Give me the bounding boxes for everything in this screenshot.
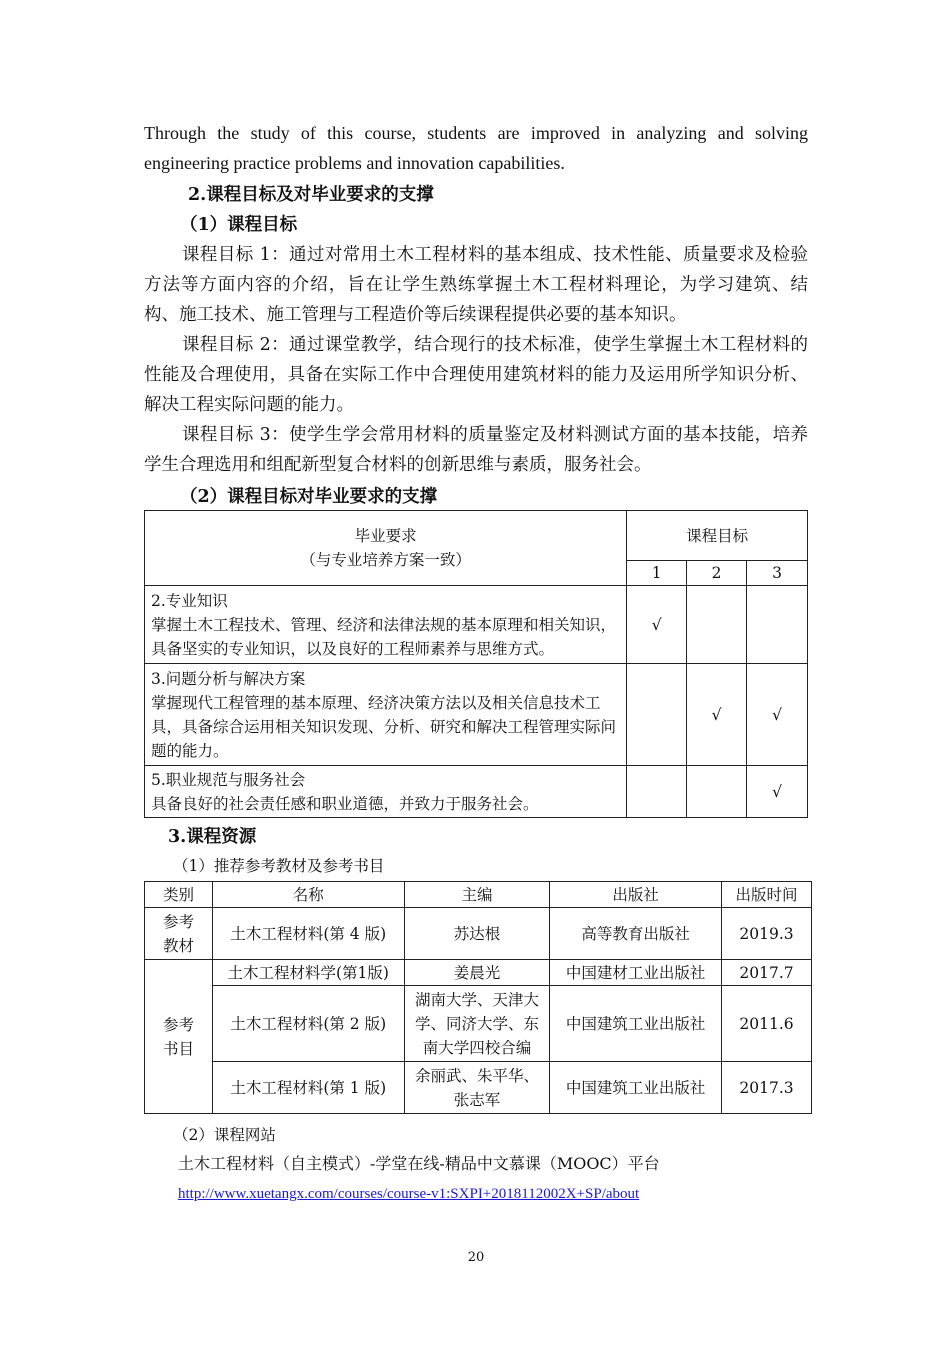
check-mark xyxy=(627,766,687,818)
check-mark xyxy=(687,766,747,818)
req-row-professional-knowledge xyxy=(145,586,627,664)
book-name: 土木工程材料(第 2 版) xyxy=(212,986,404,1062)
book-year: 2011.6 xyxy=(722,986,812,1062)
book-name: 土木工程材料学(第1版) xyxy=(212,960,404,986)
book-editor: 姜晨光 xyxy=(404,960,550,986)
book-editor: 苏达根 xyxy=(404,908,550,960)
course-goals-subtitle: （1）课程目标 xyxy=(180,215,298,235)
book-publisher: 中国建材工业出版社 xyxy=(550,960,722,986)
req-row-professional-ethics xyxy=(145,766,627,818)
goal-num-3: 3 xyxy=(747,561,808,586)
req-row-desc: 具备良好的社会责任感和职业道德，并致力于服务社会。 xyxy=(151,794,539,813)
books-header-year: 出版时间 xyxy=(722,882,812,908)
book-publisher: 高等教育出版社 xyxy=(550,908,722,960)
book-name: 土木工程材料(第 1 版) xyxy=(212,1062,404,1114)
req-header-line1: 毕业要求 xyxy=(354,527,417,545)
check-mark: √ xyxy=(627,586,687,664)
check-mark: √ xyxy=(687,664,747,766)
books-header-category: 类别 xyxy=(145,882,213,908)
goal-num-2: 2 xyxy=(687,561,747,586)
books-caption: （1）推荐参考教材及参考书目 xyxy=(173,857,385,875)
category-textbook: 参考 教材 xyxy=(145,908,213,960)
req-row-desc: 掌握现代工程管理的基本原理、经济决策方法以及相关信息技术工具，具备综合运用相关知识发现、分析、研究和解决工程管理实际问题的能力。 xyxy=(151,693,617,760)
book-year: 2019.3 xyxy=(722,908,812,960)
intro-paragraph-en: Through the study of this course, students are improved in analyzing and solving engineering practice problems and innovation capabilities. xyxy=(144,123,808,173)
book-year: 2017.3 xyxy=(722,1062,812,1114)
course-goal-3: 课程目标 3：使学生学会常用材料的质量鉴定及材料测试方面的基本技能，培养学生合理选用和组配新型复合材料的创新思维与素质，服务社会。 xyxy=(144,425,808,475)
goal-support-subtitle: （2）课程目标对毕业要求的支撑 xyxy=(180,487,438,507)
req-header-line2: （与专业培养方案一致） xyxy=(300,551,471,569)
section-2-title: 2.课程目标及对毕业要求的支撑 xyxy=(188,185,434,205)
check-mark: √ xyxy=(747,664,808,766)
books-header-publisher: 出版社 xyxy=(550,882,722,908)
req-row-title: 2.专业知识 xyxy=(151,591,228,610)
book-publisher: 中国建筑工业出版社 xyxy=(550,1062,722,1114)
req-row-title: 5.职业规范与服务社会 xyxy=(151,770,306,789)
req-row-problem-analysis xyxy=(145,664,627,766)
category-reference: 参考 书目 xyxy=(145,960,213,1114)
book-editor: 湖南大学、天津大学、同济大学、东南大学四校合编 xyxy=(404,986,550,1062)
books-header-editor: 主编 xyxy=(404,882,550,908)
website-name: 土木工程材料（自主模式）-学堂在线-精品中文慕课（MOOC）平台 xyxy=(178,1154,660,1173)
book-year: 2017.7 xyxy=(722,960,812,986)
check-mark xyxy=(747,586,808,664)
req-row-title: 3.问题分析与解决方案 xyxy=(151,669,306,688)
book-editor: 余丽武、朱平华、张志军 xyxy=(404,1062,550,1114)
book-name: 土木工程材料(第 4 版) xyxy=(212,908,404,960)
page-number: 20 xyxy=(467,1250,485,1265)
course-goal-2: 课程目标 2：通过课堂教学，结合现行的技术标准，使学生掌握土木工程材料的性能及合理使用，具备在实际工作中合理使用建筑材料的能力及运用所学知识分析、解决工程实际问题的能力。 xyxy=(144,335,808,415)
book-publisher: 中国建筑工业出版社 xyxy=(550,986,722,1062)
goal-num-1: 1 xyxy=(627,561,687,586)
goals-header-cell: 课程目标 xyxy=(627,511,808,561)
website-link[interactable]: http://www.xuetangx.com/courses/course-v1:SXPI+2018112002X+SP/about xyxy=(178,1186,640,1202)
course-goal-1: 课程目标 1：通过对常用土木工程材料的基本组成、技术性能、质量要求及检验方法等方面内容的介绍，旨在让学生熟练掌握土木工程材料理论，为学习建筑、结构、施工技术、施工管理与工程造价等后续课程提供必要的基本知识。 xyxy=(144,245,808,325)
check-mark: √ xyxy=(747,766,808,818)
req-header-cell xyxy=(145,511,627,586)
check-mark xyxy=(627,664,687,766)
section-3-title: 3.课程资源 xyxy=(168,827,257,847)
website-caption: （2）课程网站 xyxy=(173,1126,276,1144)
reference-books-table xyxy=(144,881,812,1114)
requirements-support-table xyxy=(144,510,808,818)
check-mark xyxy=(687,586,747,664)
books-header-name: 名称 xyxy=(212,882,404,908)
req-row-desc: 掌握土木工程技术、管理、经济和法律法规的基本原理和相关知识，具备坚实的专业知识，以及良好的工程师素养与思维方式。 xyxy=(151,615,617,658)
